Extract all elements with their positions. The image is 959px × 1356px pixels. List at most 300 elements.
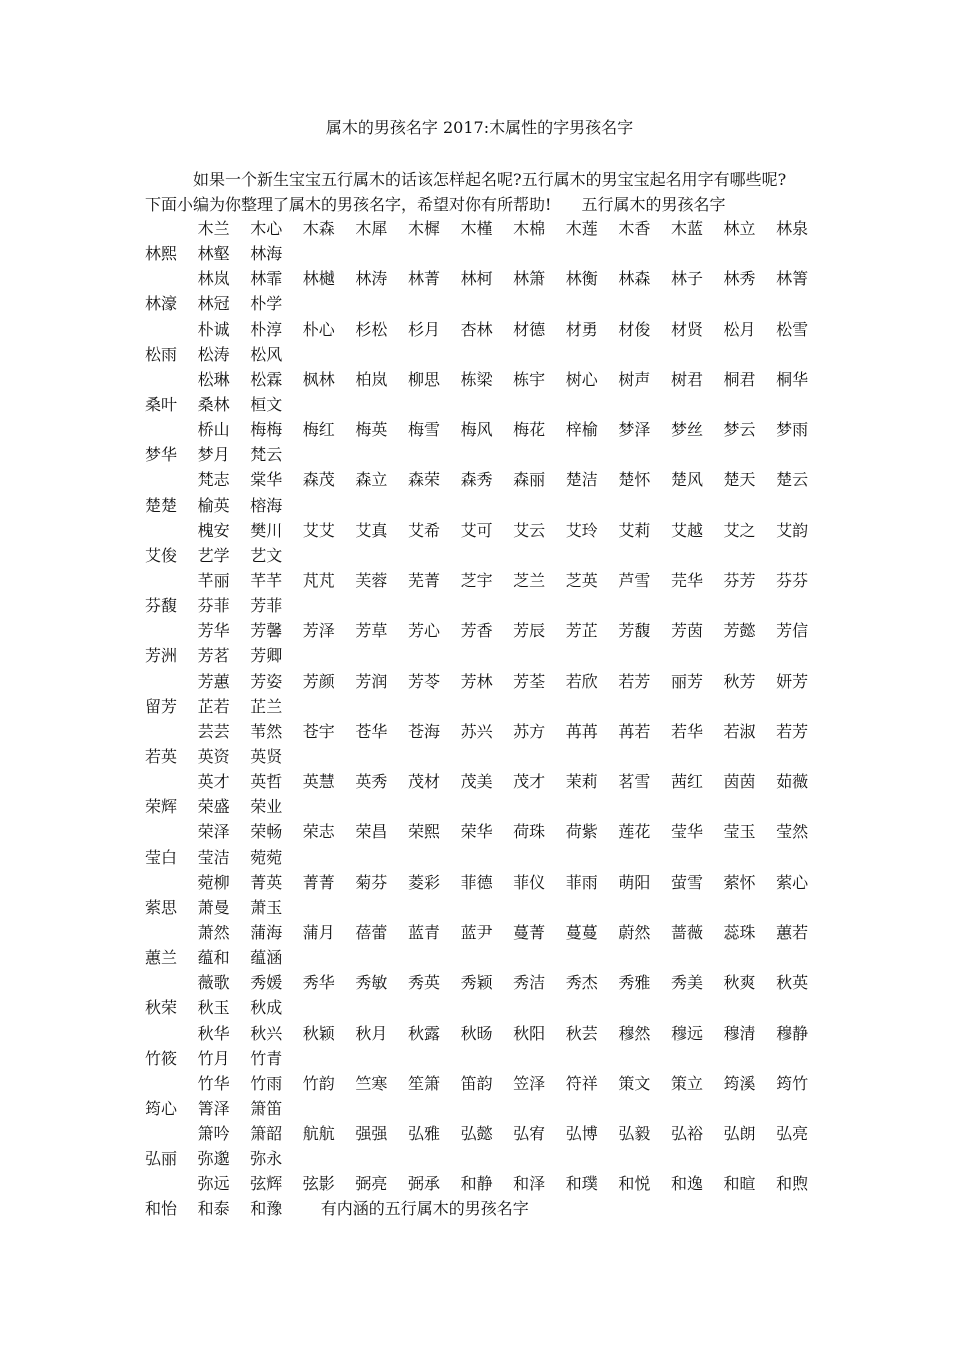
name-item: 材德 <box>513 319 546 339</box>
name-item: 林森 <box>618 269 651 289</box>
name-row-continued <box>145 1196 845 1221</box>
name-item: 蓓蕾 <box>355 922 388 942</box>
name-item: 秋玉 <box>197 998 230 1018</box>
name-item: 荷紫 <box>565 822 598 842</box>
name-item: 苍宇 <box>302 721 335 741</box>
name-item: 若芳 <box>618 671 651 691</box>
name-item: 树心 <box>565 369 598 389</box>
name-item: 松琳 <box>197 369 230 389</box>
name-item: 桓文 <box>250 394 283 414</box>
name-item: 和逸 <box>670 1174 703 1194</box>
name-item: 竹华 <box>197 1073 230 1093</box>
name-item: 箫吟 <box>197 1124 230 1144</box>
name-item: 莹华 <box>670 822 703 842</box>
name-item: 芷兰 <box>250 696 283 716</box>
name-row-continued <box>145 995 845 1020</box>
name-item: 荣盛 <box>197 797 230 817</box>
name-row <box>145 467 845 492</box>
name-item: 秀英 <box>407 973 440 993</box>
name-item: 芸芸 <box>197 721 230 741</box>
name-item: 芃芃 <box>302 570 335 590</box>
name-item: 蕴和 <box>197 948 230 968</box>
name-item: 和悦 <box>618 1174 651 1194</box>
name-item: 菁菁 <box>302 872 335 892</box>
name-item: 楚洁 <box>565 470 598 490</box>
name-item: 芳蕙 <box>197 671 230 691</box>
name-item: 茗雪 <box>618 772 651 792</box>
name-item: 茵茵 <box>723 772 756 792</box>
name-item: 柳思 <box>407 369 440 389</box>
name-row-continued <box>145 643 845 668</box>
name-item: 芦雪 <box>618 570 651 590</box>
name-item: 英才 <box>197 772 230 792</box>
name-item: 妍芳 <box>776 671 809 691</box>
name-item: 竹筱 <box>145 1048 178 1068</box>
name-row <box>145 317 845 342</box>
name-item: 弘亮 <box>776 1124 809 1144</box>
name-item: 芊芊 <box>250 570 283 590</box>
name-item: 荣辉 <box>145 797 178 817</box>
name-item: 林子 <box>670 269 703 289</box>
name-item: 梅红 <box>302 420 335 440</box>
name-row <box>145 1071 845 1096</box>
name-item: 茂材 <box>407 772 440 792</box>
name-item: 苍华 <box>355 721 388 741</box>
name-item: 丽芳 <box>670 671 703 691</box>
name-item: 芳茗 <box>197 646 230 666</box>
name-item: 材贤 <box>670 319 703 339</box>
name-item: 芳姿 <box>250 671 283 691</box>
name-item: 木樨 <box>407 219 440 238</box>
name-item: 松霖 <box>250 369 283 389</box>
name-item: 楚怀 <box>618 470 651 490</box>
name-item: 树君 <box>670 369 703 389</box>
name-item: 莹洁 <box>197 847 230 867</box>
name-item: 弘朗 <box>723 1124 756 1144</box>
name-item: 梵志 <box>197 470 230 490</box>
name-item: 芬芳 <box>723 570 756 590</box>
name-item: 芳洲 <box>145 646 178 666</box>
intro-paragraph <box>145 167 835 217</box>
name-item: 荷珠 <box>513 822 546 842</box>
name-item: 梦雨 <box>776 420 809 440</box>
name-row <box>145 216 845 241</box>
name-item: 穆远 <box>670 1023 703 1043</box>
name-row-continued <box>145 442 845 467</box>
name-item: 芝宇 <box>460 570 493 590</box>
name-item: 竺寒 <box>355 1073 388 1093</box>
name-item: 艾越 <box>670 520 703 540</box>
name-item: 萦怀 <box>723 872 756 892</box>
name-item: 苒若 <box>618 721 651 741</box>
name-item: 策文 <box>618 1073 651 1093</box>
name-item: 弘雅 <box>407 1124 440 1144</box>
name-item: 林壑 <box>197 244 230 264</box>
name-item: 楚楚 <box>145 495 178 515</box>
name-item: 萌阳 <box>618 872 651 892</box>
name-row <box>145 266 845 291</box>
name-item: 艾艾 <box>302 520 335 540</box>
name-item: 森立 <box>355 470 388 490</box>
name-item: 蒲月 <box>302 922 335 942</box>
name-item: 和静 <box>460 1174 493 1194</box>
name-item: 朴学 <box>250 294 283 314</box>
name-item: 竹青 <box>250 1048 283 1068</box>
name-item: 林濠 <box>145 294 178 314</box>
name-item: 木香 <box>618 219 651 238</box>
name-item: 林海 <box>250 244 283 264</box>
name-item: 艾之 <box>723 520 756 540</box>
page-title: 属木的男孩名字 2017:木属性的字男孩名字 <box>325 118 634 137</box>
name-row-continued <box>145 1146 845 1171</box>
name-item: 秋英 <box>776 973 809 993</box>
name-item: 材俊 <box>618 319 651 339</box>
name-item: 芳懿 <box>723 621 756 641</box>
name-item: 茜红 <box>670 772 703 792</box>
name-item: 蔷薇 <box>670 922 703 942</box>
name-item: 芫华 <box>670 570 703 590</box>
name-item: 秀杰 <box>565 973 598 993</box>
name-item: 松月 <box>723 319 756 339</box>
name-item: 笙箫 <box>407 1073 440 1093</box>
name-item: 木兰 <box>197 219 230 238</box>
name-row <box>145 819 845 844</box>
name-item: 茹薇 <box>776 772 809 792</box>
name-item: 棠华 <box>250 470 283 490</box>
name-row-continued <box>145 744 845 769</box>
name-item: 筠竹 <box>776 1073 809 1093</box>
name-item: 桐华 <box>776 369 809 389</box>
name-item: 弘懿 <box>460 1124 493 1144</box>
name-item: 林涛 <box>355 269 388 289</box>
name-item: 樊川 <box>250 520 283 540</box>
name-item: 留芳 <box>145 696 178 716</box>
name-row-continued <box>145 895 845 920</box>
name-item: 穆静 <box>776 1023 809 1043</box>
name-item: 艾玲 <box>565 520 598 540</box>
name-item: 秋月 <box>355 1023 388 1043</box>
name-item: 菱彩 <box>407 872 440 892</box>
name-item: 栋梁 <box>460 369 493 389</box>
name-item: 弘丽 <box>145 1149 178 1169</box>
name-item: 梦云 <box>723 420 756 440</box>
name-row <box>145 1171 845 1196</box>
intro-line-2: 下面小编为你整理了属木的男孩名字，希望对你有所帮助! <box>145 195 552 214</box>
name-item: 和璞 <box>565 1174 598 1194</box>
name-item: 芳草 <box>355 621 388 641</box>
name-row <box>145 417 845 442</box>
name-item: 林熙 <box>145 244 178 264</box>
name-item: 和怡 <box>145 1199 178 1219</box>
name-row-continued <box>145 342 845 367</box>
name-item: 艾可 <box>460 520 493 540</box>
name-item: 茉莉 <box>565 772 598 792</box>
name-item: 林冠 <box>197 294 230 314</box>
name-row-continued <box>145 493 845 518</box>
name-item: 芳信 <box>776 621 809 641</box>
name-item: 蕴涵 <box>250 948 283 968</box>
name-item: 林泉 <box>776 219 809 238</box>
name-item: 秋阳 <box>513 1023 546 1043</box>
name-item: 秋旸 <box>460 1023 493 1043</box>
name-item: 萦思 <box>145 897 178 917</box>
name-item: 芳香 <box>460 621 493 641</box>
name-item: 荣熙 <box>407 822 440 842</box>
name-item: 弘裕 <box>670 1124 703 1144</box>
name-item: 若欣 <box>565 671 598 691</box>
name-item: 荣昌 <box>355 822 388 842</box>
name-row-continued <box>145 593 845 618</box>
name-item: 秀敏 <box>355 973 388 993</box>
name-item: 筠溪 <box>723 1073 756 1093</box>
name-item: 木蓝 <box>670 219 703 238</box>
name-item: 菀菀 <box>250 847 283 867</box>
name-item: 芬馥 <box>145 596 178 616</box>
name-item: 芙蓉 <box>355 570 388 590</box>
name-item: 策立 <box>670 1073 703 1093</box>
name-item: 芳茵 <box>670 621 703 641</box>
name-item: 林衡 <box>565 269 598 289</box>
name-item: 莹白 <box>145 847 178 867</box>
name-item: 秀华 <box>302 973 335 993</box>
name-item: 竹韵 <box>302 1073 335 1093</box>
name-item: 若芳 <box>776 721 809 741</box>
name-item: 森茂 <box>302 470 335 490</box>
name-item: 菊芬 <box>355 872 388 892</box>
name-item: 枫林 <box>302 369 335 389</box>
name-item: 梅英 <box>355 420 388 440</box>
name-item: 竹月 <box>197 1048 230 1068</box>
name-item: 梅雪 <box>407 420 440 440</box>
name-row <box>145 769 845 794</box>
name-item: 秋芳 <box>723 671 756 691</box>
name-item: 秋华 <box>197 1023 230 1043</box>
name-item: 芳润 <box>355 671 388 691</box>
name-item: 航航 <box>302 1124 335 1144</box>
name-item: 芝兰 <box>513 570 546 590</box>
name-item: 若华 <box>670 721 703 741</box>
name-item: 梅花 <box>513 420 546 440</box>
name-item: 秀媛 <box>250 973 283 993</box>
name-item: 楚天 <box>723 470 756 490</box>
name-item: 秀美 <box>670 973 703 993</box>
name-item: 木森 <box>302 219 335 238</box>
name-item: 桥山 <box>197 420 230 440</box>
name-item: 弥邈 <box>197 1149 230 1169</box>
name-item: 林箫 <box>513 269 546 289</box>
name-item: 芳辰 <box>513 621 546 641</box>
name-item: 芳苓 <box>407 671 440 691</box>
name-item: 松雪 <box>776 319 809 339</box>
name-row-continued <box>145 392 845 417</box>
name-item: 萤雪 <box>670 872 703 892</box>
name-row-continued <box>145 794 845 819</box>
name-item: 蓝尹 <box>460 922 493 942</box>
name-item: 榕海 <box>250 495 283 515</box>
name-item: 芳馥 <box>618 621 651 641</box>
name-item: 和暄 <box>723 1174 756 1194</box>
name-item: 符祥 <box>565 1073 598 1093</box>
name-item: 芳林 <box>460 671 493 691</box>
name-item: 蔓菁 <box>513 922 546 942</box>
name-item: 荣华 <box>460 822 493 842</box>
name-item: 荣志 <box>302 822 335 842</box>
name-item: 林箐 <box>776 269 809 289</box>
name-item: 蕊珠 <box>723 922 756 942</box>
name-item: 菲德 <box>460 872 493 892</box>
name-item: 芬芬 <box>776 570 809 590</box>
name-item: 芳芷 <box>565 621 598 641</box>
name-item: 荣泽 <box>197 822 230 842</box>
name-item: 芬菲 <box>197 596 230 616</box>
name-item: 芊丽 <box>197 570 230 590</box>
name-row <box>145 618 845 643</box>
name-item: 萧曼 <box>197 897 230 917</box>
name-item: 苒苒 <box>565 721 598 741</box>
closing-heading: 有内涵的五行属木的男孩名字 <box>320 1199 529 1219</box>
name-list <box>145 216 845 1222</box>
name-row <box>145 920 845 945</box>
name-item: 英秀 <box>355 772 388 792</box>
name-item: 笠泽 <box>513 1073 546 1093</box>
name-item: 木犀 <box>355 219 388 238</box>
name-item: 和泰 <box>197 1199 230 1219</box>
name-item: 梦华 <box>145 445 178 465</box>
name-item: 秀洁 <box>513 973 546 993</box>
name-row <box>145 568 845 593</box>
name-item: 梵云 <box>250 445 283 465</box>
name-row-continued <box>145 543 845 568</box>
name-item: 穆清 <box>723 1023 756 1043</box>
name-item: 秋颖 <box>302 1023 335 1043</box>
name-item: 木莲 <box>565 219 598 238</box>
name-item: 菲雨 <box>565 872 598 892</box>
name-item: 松涛 <box>197 344 230 364</box>
name-item: 桑叶 <box>145 394 178 414</box>
name-item: 弘博 <box>565 1124 598 1144</box>
name-item: 萧然 <box>197 922 230 942</box>
name-item: 箫韶 <box>250 1124 283 1144</box>
name-item: 芳泽 <box>302 621 335 641</box>
name-row <box>145 719 845 744</box>
name-item: 英慧 <box>302 772 335 792</box>
name-row <box>145 970 845 995</box>
name-item: 和煦 <box>776 1174 809 1194</box>
name-item: 莲花 <box>618 822 651 842</box>
name-item: 桑林 <box>197 394 230 414</box>
name-item: 菲仪 <box>513 872 546 892</box>
name-row <box>145 1121 845 1146</box>
name-item: 木心 <box>250 219 283 238</box>
name-item: 木棉 <box>513 219 546 238</box>
name-item: 芳心 <box>407 621 440 641</box>
name-item: 蓝青 <box>407 922 440 942</box>
name-item: 茂才 <box>513 772 546 792</box>
name-item: 秋芸 <box>565 1023 598 1043</box>
name-item: 森丽 <box>513 470 546 490</box>
name-item: 秋荣 <box>145 998 178 1018</box>
name-item: 秋露 <box>407 1023 440 1043</box>
name-item: 林樾 <box>302 269 335 289</box>
name-item: 弥永 <box>250 1149 283 1169</box>
name-item: 荣畅 <box>250 822 283 842</box>
name-item: 艾云 <box>513 520 546 540</box>
name-row <box>145 367 845 392</box>
name-item: 莹玉 <box>723 822 756 842</box>
name-item: 梅梅 <box>250 420 283 440</box>
name-item: 箫笛 <box>250 1098 283 1118</box>
name-item: 蒲海 <box>250 922 283 942</box>
name-item: 菁英 <box>250 872 283 892</box>
name-row-continued <box>145 291 845 316</box>
name-item: 弥远 <box>197 1174 230 1194</box>
intro-line-1: 如果一个新生宝宝五行属木的话该怎样起名呢?五行属木的男宝宝起名用字有哪些呢? <box>193 170 787 189</box>
name-item: 芳菲 <box>250 596 283 616</box>
name-item: 蔓蔓 <box>565 922 598 942</box>
name-row <box>145 518 845 543</box>
name-item: 蕙若 <box>776 922 809 942</box>
name-item: 萧玉 <box>250 897 283 917</box>
name-item: 英贤 <box>250 746 283 766</box>
name-item: 梦月 <box>197 445 230 465</box>
name-item: 材勇 <box>565 319 598 339</box>
name-row-continued <box>145 945 845 970</box>
name-item: 栋宇 <box>513 369 546 389</box>
name-row-continued <box>145 1096 845 1121</box>
name-item: 艾莉 <box>618 520 651 540</box>
name-item: 茂美 <box>460 772 493 792</box>
name-item: 若淑 <box>723 721 756 741</box>
name-row-continued <box>145 845 845 870</box>
name-item: 林岚 <box>197 269 230 289</box>
intro-subheading: 五行属木的男孩名字 <box>581 195 726 214</box>
name-item: 秀雅 <box>618 973 651 993</box>
name-item: 薇歌 <box>197 973 230 993</box>
name-item: 和豫 <box>250 1199 283 1219</box>
name-item: 苏兴 <box>460 721 493 741</box>
name-item: 芳馨 <box>250 621 283 641</box>
name-item: 穆然 <box>618 1023 651 1043</box>
name-item: 英资 <box>197 746 230 766</box>
name-row <box>145 669 845 694</box>
name-item: 林菁 <box>407 269 440 289</box>
name-item: 松雨 <box>145 344 178 364</box>
name-item: 杉月 <box>407 319 440 339</box>
name-item: 森秀 <box>460 470 493 490</box>
name-item: 树声 <box>618 369 651 389</box>
name-item: 苍海 <box>407 721 440 741</box>
name-item: 蔚然 <box>618 922 651 942</box>
name-item: 林霏 <box>250 269 283 289</box>
name-item: 萦心 <box>776 872 809 892</box>
name-item: 艾俊 <box>145 545 178 565</box>
name-item: 林立 <box>723 219 756 238</box>
name-item: 强强 <box>355 1124 388 1144</box>
name-item: 荣业 <box>250 797 283 817</box>
name-item: 森荣 <box>407 470 440 490</box>
name-item: 朴心 <box>302 319 335 339</box>
name-item: 竹雨 <box>250 1073 283 1093</box>
name-item: 苇然 <box>250 721 283 741</box>
name-item: 榆英 <box>197 495 230 515</box>
name-item: 艺学 <box>197 545 230 565</box>
name-item: 弦影 <box>302 1174 335 1194</box>
name-item: 芷若 <box>197 696 230 716</box>
name-item: 梓榆 <box>565 420 598 440</box>
name-item: 笛韵 <box>460 1073 493 1093</box>
name-item: 杉松 <box>355 319 388 339</box>
name-item: 芳华 <box>197 621 230 641</box>
